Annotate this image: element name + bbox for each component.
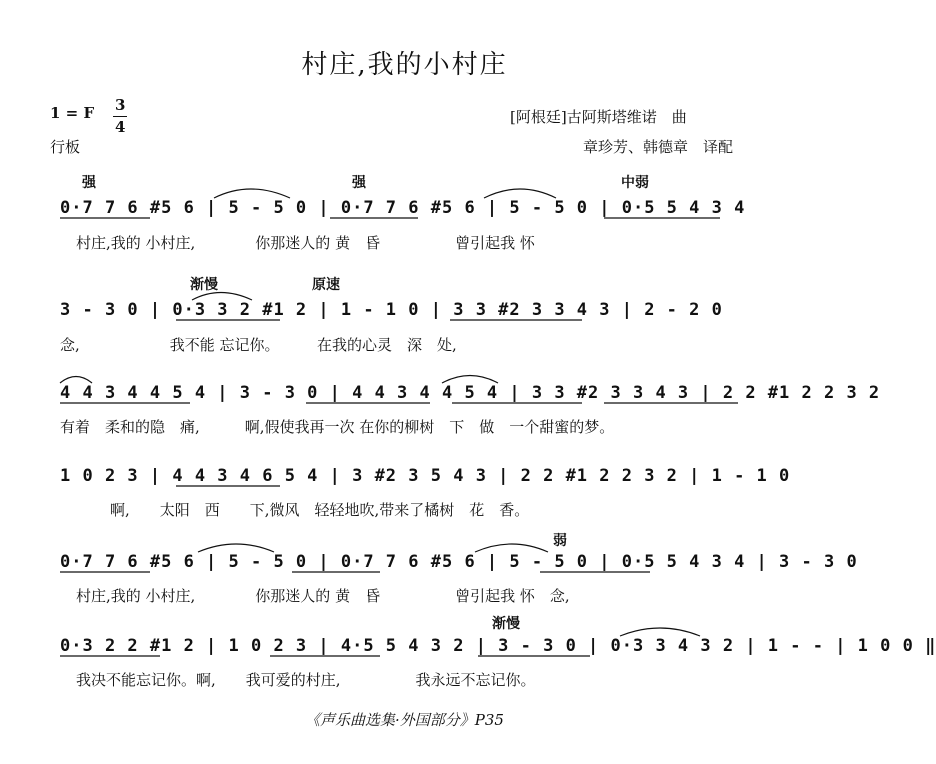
composer-credit: [阿根廷]古阿斯塔维诺 曲 [510,108,687,126]
notation-line: 1 0 2 3 | 4 4 3 4 6 5 4 | 3 #2 3 5 4 3 | 2 2 #1 2 2 3 2 | 1 - 1 0 [60,466,791,486]
lyric-line: 村庄,我的 小村庄, 你那迷人的 黄 昏 曾引起我 怀 念, [76,587,570,605]
song-title: 村庄,我的小村庄 [301,50,508,80]
notation-line: 3 - 3 0 | 0·3 3 2 #1 2 | 1 - 1 0 | 3 3 #2 3 3 4 3 | 2 - 2 0 [60,300,723,320]
slur [60,377,92,384]
lyric-line: 我决不能忘记你。啊, 我可爱的村庄, 我永远不忘记你。 [76,671,536,689]
notation-line: 0·7 7 6 #5 6 | 5 - 5 0 | 0·7 7 6 #5 6 | 5 - 5 0 | 0·5 5 4 3 4 | 3 - 3 0 [60,552,858,572]
time-signature-bottom: 4 [115,118,126,136]
notation-line: 0·7 7 6 #5 6 | 5 - 5 0 | 0·7 7 6 #5 6 | 5 - 5 0 | 0·5 5 4 3 4 [60,198,746,218]
tempo-change-mark: 渐慢 [492,616,520,632]
lyric-line: 啊, 太阳 西 下,微风 轻轻地吹,带来了橘树 花 香。 [110,501,530,519]
slur [475,544,548,552]
tempo-marking: 行板 [50,138,81,156]
source-citation: 《声乐曲选集·外国部分》P35 [305,711,504,729]
notation-line: 4 4 3 4 4 5 4 | 3 - 3 0 | 4 4 3 4 4 5 4 | 3 3 #2 3 3 4 3 | 2 2 #1 2 2 3 2 [60,383,881,403]
slur [620,628,700,636]
lyric-line: 村庄,我的 小村庄, 你那迷人的 黄 昏 曾引起我 怀 [76,234,535,252]
key-signature: 1 = F [50,104,95,122]
notation-line: 0·3 2 2 #1 2 | 1 0 2 3 | 4·5 5 4 3 2 | 3 - 3 0 | 0·3 3 4 3 2 | 1 - - | 1 0 0 ‖ [60,636,936,656]
slur [442,376,498,384]
tempo-change-mark: 渐慢 [190,277,218,293]
translator-credit: 章珍芳、韩德章 译配 [583,138,734,156]
slur [198,544,274,552]
dynamic-mark: 强 [82,175,96,191]
dynamic-mark: 强 [352,175,366,191]
time-signature-top: 3 [115,96,126,114]
tempo-change-mark: 原速 [312,277,340,293]
dynamic-mark: 弱 [553,533,567,549]
slur [192,293,252,301]
slur [214,189,290,198]
slur [484,189,556,198]
dynamic-mark: 中弱 [621,175,649,191]
lyric-line: 念, 我不能 忘记你。 在我的心灵 深 处, [60,336,457,354]
lyric-line: 有着 柔和的隐 痛, 啊,假使我再一次 在你的柳树 下 做 一个甜蜜的梦。 [60,418,615,436]
